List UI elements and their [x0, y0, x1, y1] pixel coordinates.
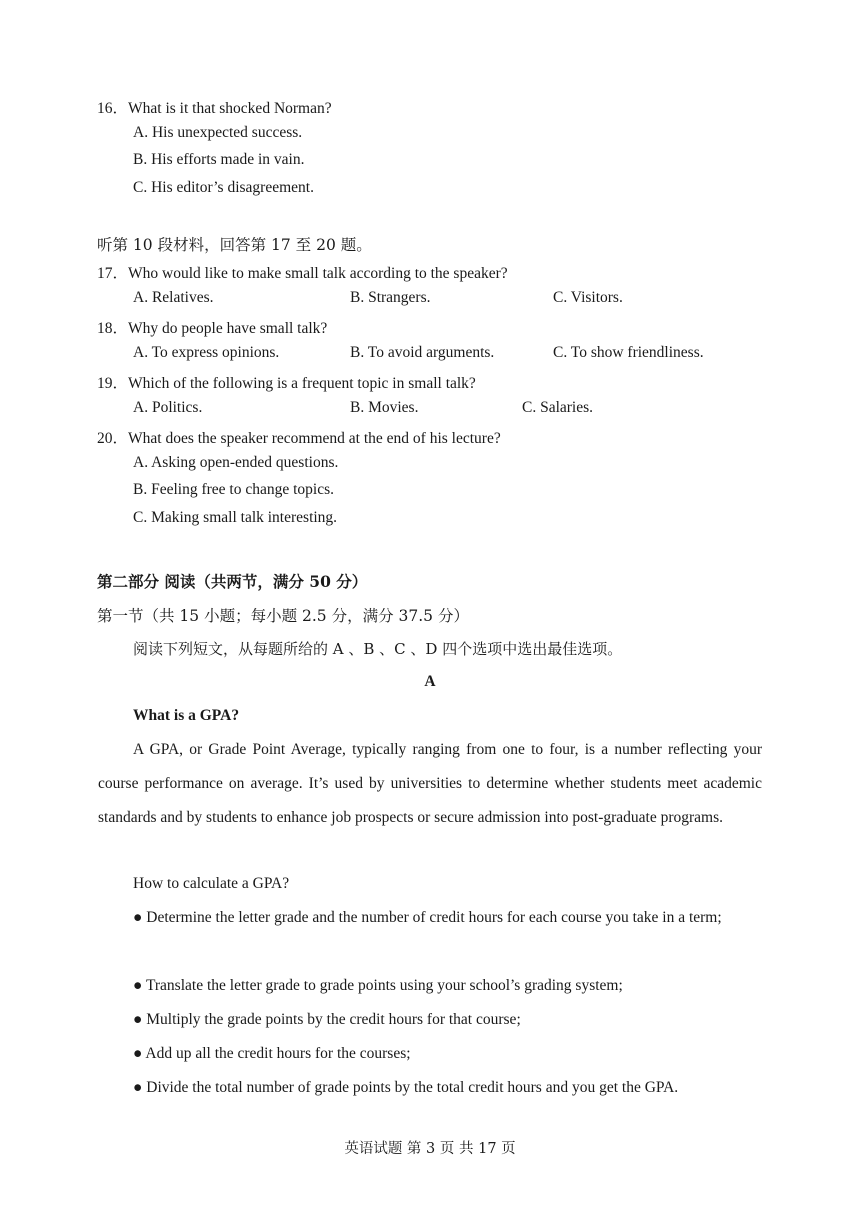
question-number: 16． — [97, 100, 129, 117]
step-1 — [98, 901, 762, 935]
question-text: Why do people have small talk? — [128, 320, 328, 337]
passage-letter: A — [424, 673, 436, 690]
reading-instruction: 阅读下列短文，从每题所给的 A 、B 、C 、D 四个选项中选出最佳选项。 — [133, 640, 623, 658]
option-19-c: C. Salaries. — [522, 399, 594, 416]
passage-title: What is a GPA? — [133, 707, 240, 724]
question-16 — [97, 96, 332, 118]
option-17-c: C. Visitors. — [553, 289, 623, 306]
option-16-a: A. His unexpected success. — [133, 124, 303, 141]
question-text: What is it that shocked Norman? — [128, 100, 332, 117]
option-18-a: A. To express opinions. — [133, 344, 280, 361]
option-16-b: B. His efforts made in vain. — [133, 151, 305, 168]
question-number: 20． — [97, 430, 129, 447]
question-number: 19． — [97, 375, 129, 392]
question-number: 17． — [97, 265, 129, 282]
option-17-a: A. Relatives. — [133, 289, 214, 306]
bullet-icon: ● — [133, 1045, 146, 1062]
bullet-icon: ● — [133, 1011, 147, 1028]
passage-intro: A GPA, or Grade Point Average, typically ranging from one to four, is a number reflecting your course performance on average. It’s used by universities to determine whether students meet academic standards and by students to enhance job prospects or secure admission into post-graduate programs. — [98, 741, 762, 826]
option-18-c: C. To show friendliness. — [553, 344, 704, 361]
option-19-b: B. Movies. — [350, 399, 419, 416]
option-20-b: B. Feeling free to change topics. — [133, 481, 335, 498]
option-19-a: A. Politics. — [133, 399, 203, 416]
how-heading: How to calculate a GPA? — [133, 875, 290, 892]
option-18-b: B. To avoid arguments. — [350, 344, 495, 361]
bullet-icon: ● — [133, 977, 146, 994]
option-20-c: C. Making small talk interesting. — [133, 509, 338, 526]
question-18 — [97, 316, 327, 338]
question-text: Which of the following is a frequent topic in small talk? — [128, 375, 476, 392]
part2-title: 第二部分 阅读（共两节，满分 50 分） — [97, 572, 368, 591]
section1-heading: 第一节（共 15 小题；每小题 2.5 分，满分 37.5 分） — [97, 607, 469, 625]
step-5 — [133, 1079, 678, 1097]
option-20-a: A. Asking open-ended questions. — [133, 454, 339, 471]
step-text: Determine the letter grade and the number of credit hours for each course you take in a term; — [146, 909, 722, 926]
page-footer: 英语试题 第 3 页 共 17 页 — [344, 1141, 516, 1157]
question-text: What does the speaker recommend at the end of his lecture? — [128, 430, 501, 447]
option-16-c: C. His editor’s disagreement. — [133, 179, 314, 196]
step-3 — [133, 1011, 521, 1029]
question-19 — [97, 371, 476, 393]
bullet-icon: ● — [133, 1079, 147, 1096]
step-text: Multiply the grade points by the credit hours for that course; — [146, 1011, 521, 1028]
step-text: Translate the letter grade to grade points using your school’s grading system; — [145, 977, 623, 994]
question-20 — [97, 426, 501, 448]
step-text: Divide the total number of grade points by the total credit hours and you get the GPA. — [146, 1079, 679, 1096]
step-text: Add up all the credit hours for the courses; — [145, 1045, 411, 1062]
question-text: Who would like to make small talk according to the speaker? — [128, 265, 508, 282]
option-17-b: B. Strangers. — [350, 289, 431, 306]
step-4 — [133, 1045, 411, 1063]
question-17 — [97, 261, 508, 283]
bullet-icon: ● — [133, 909, 147, 926]
question-number: 18． — [97, 320, 129, 337]
step-2 — [133, 977, 623, 995]
section10-heading: 听第 10 段材料，回答第 17 至 20 题。 — [97, 236, 372, 254]
